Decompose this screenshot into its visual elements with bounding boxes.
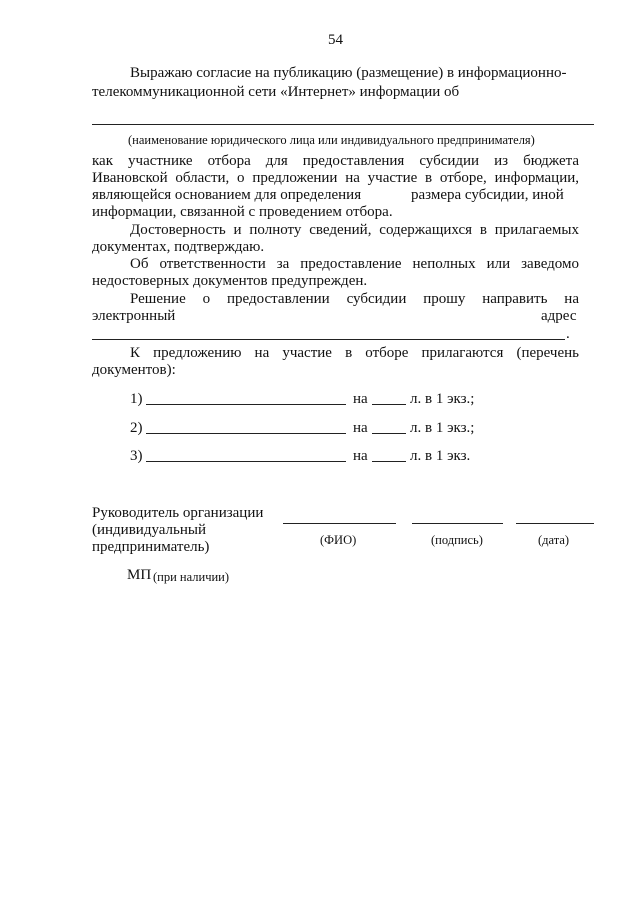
participant-line-3b: размера субсидии, иной: [411, 187, 564, 203]
decision-line-2-left: электронный: [92, 308, 176, 324]
responsibility-line-1: Об ответственности за предоставление неполных или заведомо: [130, 256, 579, 272]
attachments-line-1: К предложению на участие в отборе прилагаются (перечень: [130, 345, 579, 361]
attachment-on-label: на: [353, 391, 368, 407]
entity-name-field[interactable]: [92, 124, 594, 125]
signature-title-line-1: Руководитель организации: [92, 505, 264, 521]
attachment-pages-field[interactable]: [372, 461, 406, 462]
page-number: 54: [328, 32, 343, 48]
fio-caption: (ФИО): [320, 533, 357, 547]
attachment-item-number: 2): [130, 420, 143, 436]
responsibility-line-2: недостоверных документов предупрежден.: [92, 273, 368, 289]
stamp-note: (при наличии): [153, 570, 230, 584]
date-field[interactable]: [516, 523, 594, 524]
participant-line-2: Ивановской области, о предложении на участие в отборе, информации,: [92, 170, 579, 186]
decision-line-1: Решение о предоставлении субсидии прошу направить на: [130, 291, 579, 307]
date-caption: (дата): [538, 533, 570, 547]
stamp-label: МП: [127, 567, 152, 583]
attachment-on-label: на: [353, 420, 368, 436]
attachments-line-2: документов):: [92, 362, 176, 378]
attachment-item-number: 3): [130, 448, 143, 464]
attachment-doc-field[interactable]: [146, 433, 346, 434]
participant-line-3a: являющейся основанием для определения: [92, 187, 362, 203]
fio-field[interactable]: [283, 523, 396, 524]
signature-field[interactable]: [412, 523, 503, 524]
signature-title-line-2: (индивидуальный: [92, 522, 207, 538]
reliability-line-1: Достоверность и полноту сведений, содержащихся в прилагаемых: [130, 222, 579, 238]
signature-title-line-3: предприниматель): [92, 539, 210, 555]
attachment-copies-label: л. в 1 экз.: [410, 448, 471, 464]
attachment-pages-field[interactable]: [372, 404, 406, 405]
consent-line-2: телекоммуникационной сети «Интернет» информации об: [92, 84, 460, 100]
entity-caption: (наименование юридического лица или индивидуального предпринимателя): [128, 133, 535, 147]
decision-line-2-right: адрес: [541, 308, 577, 324]
attachment-on-label: на: [353, 448, 368, 464]
participant-line-1: как участнике отбора для предоставления субсидии из бюджета: [92, 153, 579, 169]
attachment-item-number: 1): [130, 391, 143, 407]
participant-line-4: информации, связанной с проведением отбора.: [92, 204, 393, 220]
email-field[interactable]: [92, 339, 565, 340]
attachment-copies-label: л. в 1 экз.;: [410, 391, 475, 407]
reliability-line-2: документах, подтверждаю.: [92, 239, 265, 255]
consent-line-1: Выражаю согласие на публикацию (размещение) в информационно-: [130, 65, 567, 81]
attachment-doc-field[interactable]: [146, 404, 346, 405]
attachment-copies-label: л. в 1 экз.;: [410, 420, 475, 436]
attachment-doc-field[interactable]: [146, 461, 346, 462]
email-end-mark: .: [566, 326, 570, 342]
signature-caption: (подпись): [431, 533, 483, 547]
attachment-pages-field[interactable]: [372, 433, 406, 434]
